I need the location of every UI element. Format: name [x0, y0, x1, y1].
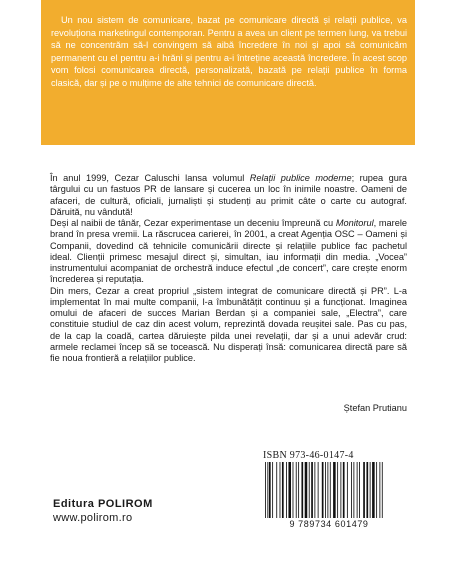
review-paragraph-2: Deși al naibii de tânăr, Cezar experimentase un deceniu împreună cu Monitorul, marele brand în presa vremii. La răscrucea carierei, în 2001, a creat Agenția OSC – Oameni și Companii, dovedind că tehnicile comunicării directe și relațiile publice fac pachetul ideal. Clienții primesc mesajul direct și, simultan, iau informații din media. „Vocea” instrumentului acompaniat de orchestră induce efectul „de concert”, care crește enorm încrederea și reputația. — [50, 218, 407, 285]
publisher-name: Editura POLIROM — [53, 498, 153, 510]
book-back-cover — [41, 0, 415, 584]
review-text — [50, 173, 407, 364]
publisher-url: www.polirom.ro — [53, 512, 133, 524]
barcode-image — [263, 462, 395, 518]
isbn-label: ISBN 973-46-0147-4 — [263, 450, 354, 461]
newspaper-reference: Monitorul — [335, 218, 374, 228]
blurb-panel — [41, 0, 415, 145]
blurb-text: Un nou sistem de comunicare, bazat pe comunicare directă și relații publice, va revoluționa marketingul contemporan. Pentru a avea un client pe termen lung, va trebui să ne concentrăm să-l convingem să aibă încredere în noi și apoi să comunicăm permanent cu el pentru a-i hrăni și pentru a-i întreține această încredere. În acest scop vom folosi comunicarea directă, personalizată, bazată pe relații publice în forma clasică, dar și pe o mulțime de alte tehnici de comunicare directă. — [51, 15, 407, 88]
book-title-reference: Relații publice moderne — [249, 173, 352, 183]
review-paragraph-3: Din mers, Cezar a creat propriul „sistem integrat de comunicare directă și PR”. L-a implementat în mai multe companii, l-a îmbunătățit continuu și a funcționat. Imaginea omului de afaceri de succes Marian Berdan și a companiei sale, „Electra”, care constituie studiul de caz din acest volum, reprezintă dovada reușitei sale. Pas cu pas, de la cap la coadă, cartea dăruiește pilda unei revelații, dar și a unui adevăr crud: armele reclamei încep să se tocească. Nu disperați însă: comunicarea directă pare să fie noua frontieră a relațiilor publice. — [50, 285, 407, 363]
barcode-digits: 9 789734 601479 — [289, 519, 369, 529]
review-paragraph-1: În anul 1999, Cezar Caluschi lansa volumul Relații publice moderne; rupea gura târgului cu un fastuos PR de lansare și cucerea un loc în inimile noastre. Oameni de afaceri, de cultură, oficiali, jurnaliști și studenți au primit câte o carte cu autograf. Dăruită, nu vândută! — [50, 173, 408, 217]
review-author: Ștefan Prutianu — [343, 403, 407, 413]
